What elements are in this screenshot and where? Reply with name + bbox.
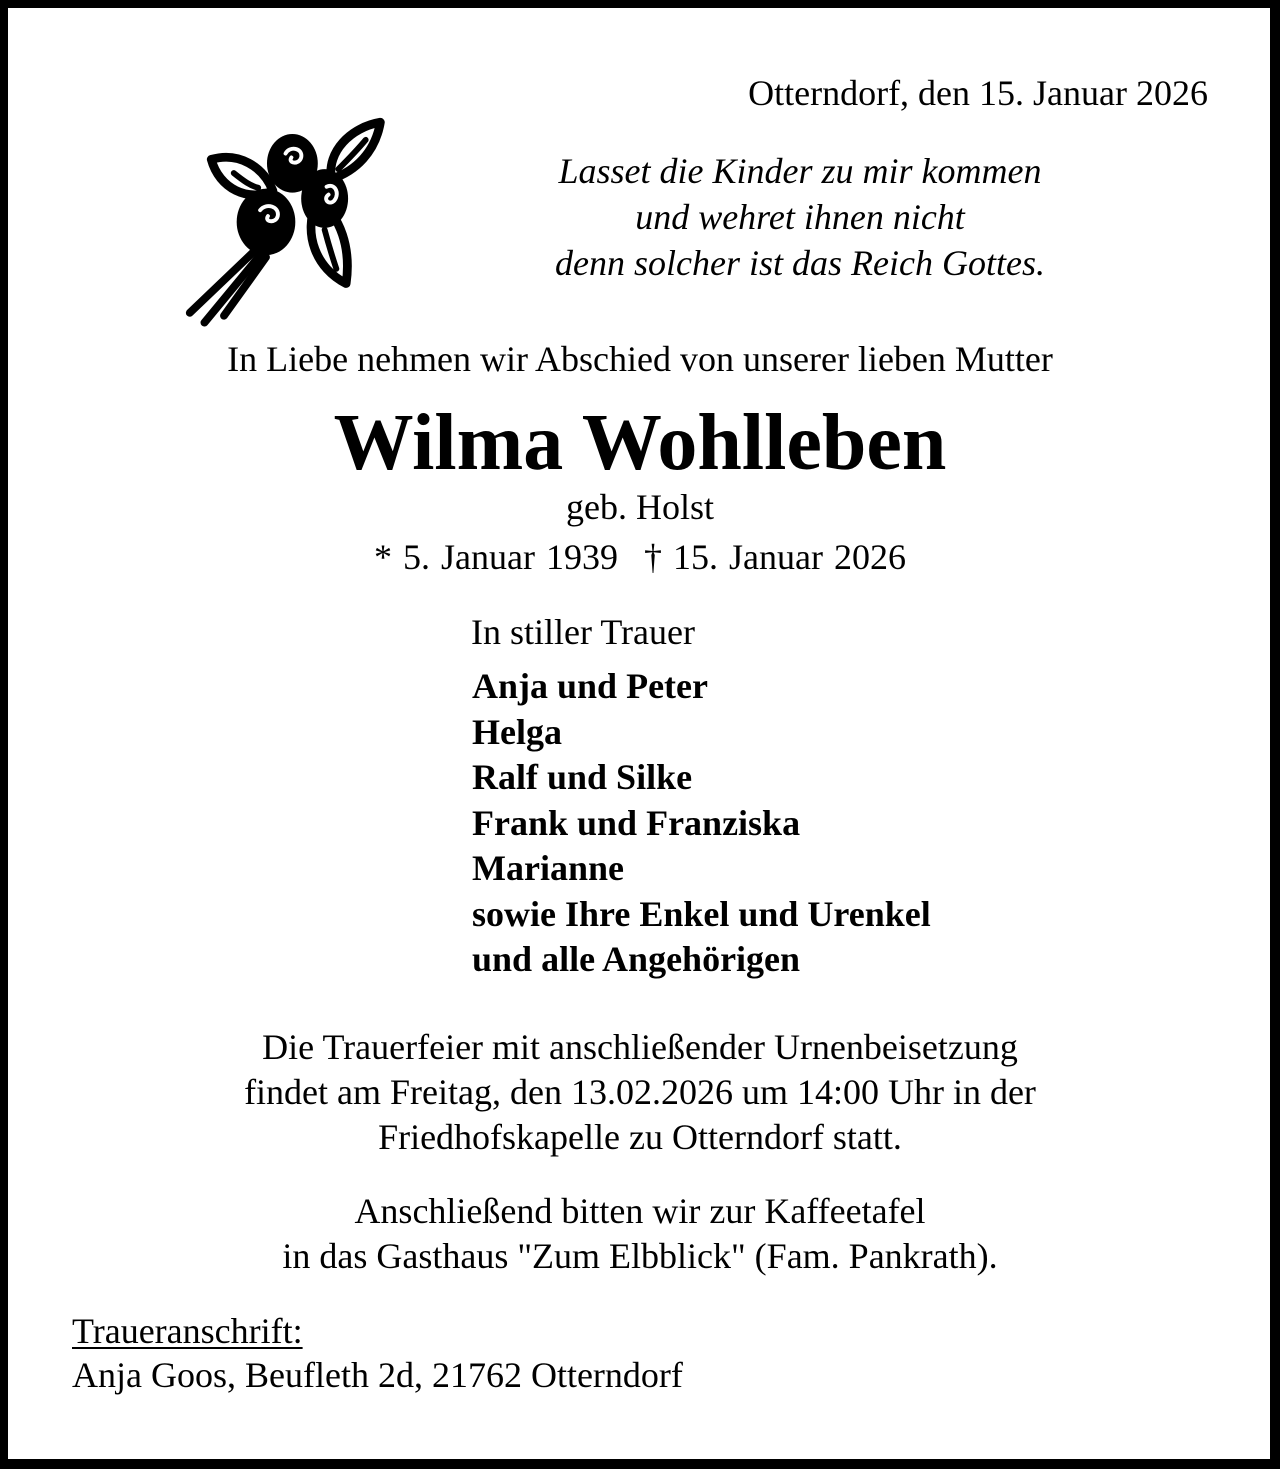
bible-verse bbox=[490, 148, 1110, 286]
maiden-name: geb. Holst bbox=[566, 487, 714, 527]
ceremony-line: Die Trauerfeier mit anschließender Urnenbeisetzung bbox=[262, 1027, 1018, 1067]
death-date: † 15. Januar 2026 bbox=[644, 537, 906, 577]
mourner: Helga bbox=[472, 711, 562, 752]
mourner: sowie Ihre Enkel und Urenkel bbox=[472, 893, 931, 934]
birth-date: * 5. Januar 1939 bbox=[374, 537, 618, 577]
address-label: Traueranschrift: bbox=[72, 1311, 303, 1351]
ceremony-line: Friedhofskapelle zu Otterndorf statt. bbox=[378, 1117, 902, 1157]
mourner: Ralf und Silke bbox=[472, 757, 693, 797]
mourner: Marianne bbox=[472, 848, 624, 888]
place-date: Otterndorf, den 15. Januar 2026 bbox=[748, 73, 1208, 113]
mourner: Frank und Franziska bbox=[472, 802, 801, 843]
verse-line: denn solcher ist das Reich Gottes. bbox=[555, 243, 1045, 283]
mourner: Anja und Peter bbox=[472, 666, 708, 706]
intro-text: In Liebe nehmen wir Abschied von unserer lieben Mutter bbox=[227, 339, 1053, 379]
coffee-line: in das Gasthaus "Zum Elbblick" (Fam. Pankrath). bbox=[282, 1236, 998, 1276]
mourners-list bbox=[472, 664, 931, 983]
deceased-name: Wilma Wohlleben bbox=[333, 399, 947, 487]
mourning-address: Anja Goos, Beufleth 2d, 21762 Otterndorf bbox=[72, 1355, 683, 1395]
coffee-info bbox=[0, 1189, 1280, 1279]
ceremony-info bbox=[0, 1025, 1280, 1160]
mourning-label: In stiller Trauer bbox=[471, 612, 695, 652]
ceremony-line: findet am Freitag, den 13.02.2026 um 14:00 Uhr in der bbox=[244, 1072, 1036, 1112]
life-dates bbox=[0, 536, 1280, 578]
verse-line: und wehret ihnen nicht bbox=[635, 197, 965, 237]
verse-line: Lasset die Kinder zu mir kommen bbox=[558, 151, 1042, 191]
coffee-line: Anschließend bitten wir zur Kaffeetafel bbox=[354, 1191, 926, 1231]
rose-bouquet-icon bbox=[180, 110, 395, 330]
mourner: und alle Angehörigen bbox=[472, 939, 801, 979]
